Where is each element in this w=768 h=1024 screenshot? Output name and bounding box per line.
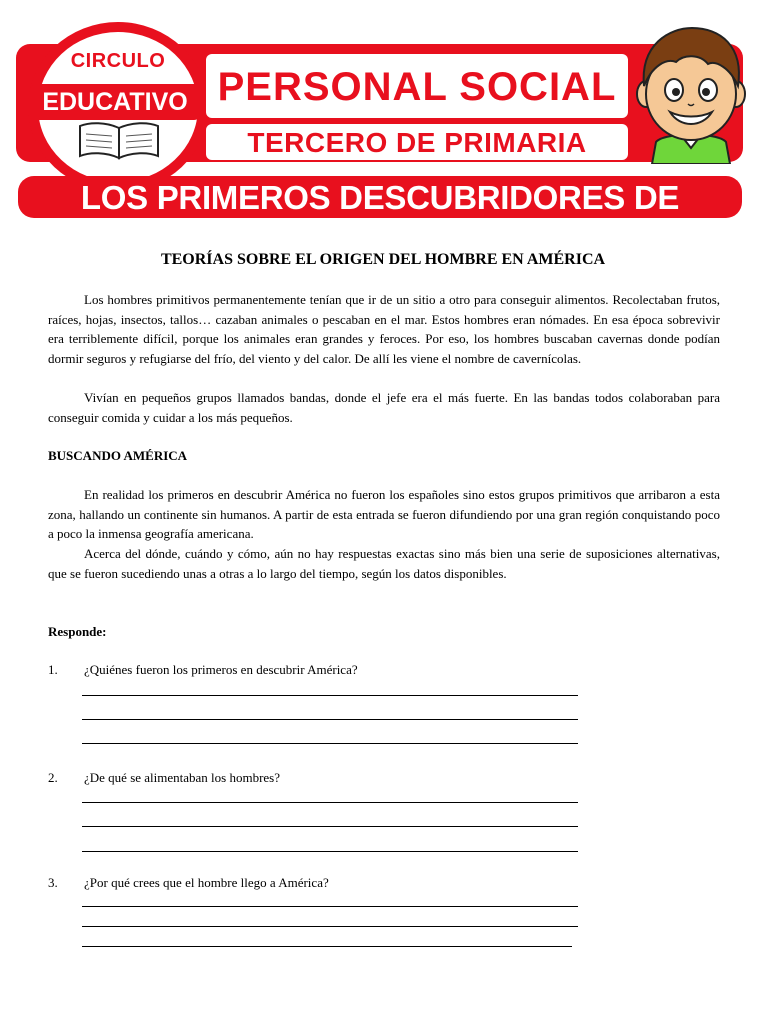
subsection-title: BUSCANDO AMÉRICA — [48, 448, 188, 463]
answer-line[interactable] — [82, 926, 578, 927]
paragraph: En realidad los primeros en descubrir América no fueron los españoles sino estos grupos primitivos que arribaron a esta zona, hallando un continente sin humanos. A partir de esta entrada se fueron difundiendo por una gran región conquistando poco a poco la inmensa geografía americana. — [48, 487, 720, 541]
question-number: 2. — [48, 770, 58, 785]
answer-line[interactable] — [82, 719, 578, 720]
answer-line[interactable] — [82, 695, 578, 696]
question-text: ¿De qué se alimentaban los hombres? — [84, 770, 281, 785]
section-heading: TEORÍAS SOBRE EL ORIGEN DEL HOMBRE EN AMÉRICA — [160, 251, 606, 268]
question-text: ¿Por qué crees que el hombre llego a América? — [84, 875, 329, 890]
question-number: 3. — [48, 875, 58, 890]
questions-title: Responde: — [48, 624, 107, 639]
answer-line[interactable] — [82, 906, 578, 907]
paragraph: Vivían en pequeños grupos llamados bandas, donde el jefe era el más fuerte. En las bandas todos colaboraban para conseguir comida y cuidar a los más pequeños. — [48, 390, 720, 425]
answer-line[interactable] — [82, 851, 578, 852]
paragraph: Los hombres primitivos permanentemente tenían que ir de un sitio a otro para conseguir alimentos. Recolectaban frutos, raíces, hojas, insectos, tallos… cazaban animales o pescaban en el mar. Estos hombres eran nómades. En esa época sobrevivir era terriblemente difícil, porque los animales eran grandes y feroces. Por eso, los hombres buscaban cavernas donde podían dormir seguros y refugiarse del frío, del viento y del calor. De allí les viene el nombre de cavernícolas. — [48, 292, 720, 366]
question-text: ¿Quiénes fueron los primeros en descubrir América? — [84, 662, 358, 677]
question-number: 1. — [48, 662, 58, 677]
paragraph: Acerca del dónde, cuándo y cómo, aún no hay respuestas exactas sino más bien una serie de suposiciones alternativas, que se fueron sucediendo unas a otras a lo largo del tiempo, según los datos disponibles. — [48, 546, 720, 581]
boy-mascot-illustration — [630, 24, 752, 164]
answer-line[interactable] — [82, 802, 578, 803]
topic-banner: LOS PRIMEROS DESCUBRIDORES DE AMERICA — [18, 176, 742, 218]
answer-line[interactable] — [82, 826, 578, 827]
answer-line[interactable] — [82, 743, 578, 744]
grade-subtitle: TERCERO DE PRIMARIA — [206, 124, 628, 160]
answer-line[interactable] — [82, 946, 572, 947]
logo-main-text: EDUCATIVO — [30, 84, 200, 120]
page-title: PERSONAL SOCIAL — [206, 54, 628, 118]
open-book-icon — [76, 120, 162, 160]
logo-top-text: CIRCULO — [70, 50, 166, 72]
